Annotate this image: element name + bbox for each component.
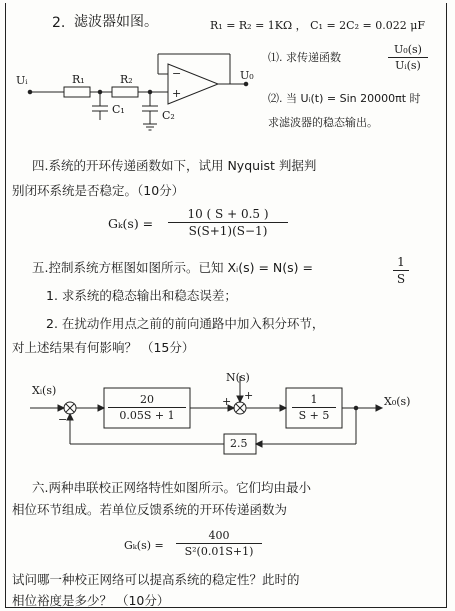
opamp-plus-label: + (172, 87, 182, 100)
g1-num: 20 (140, 393, 154, 406)
block-input-label: Xᵢ(s) (32, 384, 57, 397)
q4-line1: 四.系统的开环传递函数如下，试用 Nyquist 判据判 (32, 158, 317, 173)
q5-frac-den: S (396, 272, 406, 286)
q6-frac-den: S²(0.01S+1) (184, 545, 254, 558)
circuit-c2-label: C₂ (162, 109, 175, 122)
circuit-ui-label: Uᵢ (16, 74, 28, 87)
disturbance-label: N(s) (226, 371, 250, 384)
circuit-c1-label: C₁ (112, 103, 125, 116)
q6-frac-bar (176, 543, 262, 544)
q2-title: 滤波器如图。 (74, 14, 158, 30)
q5-sub2: 2. 在扰动作用点之前的前向通路中加入积分环节， (46, 316, 325, 331)
g2-den: S + 5 (298, 409, 330, 422)
q5-line1: 五.控制系统方框图如图所示。已知 Xᵢ(s) = N(s) = (32, 260, 313, 275)
g1-fraction (108, 394, 186, 421)
q2-params: R₁ = R₂ = 1KΩ ， C₁ = 2C₂ = 0.022 μF (210, 19, 425, 32)
q2-sub1: ⑴. 求传递函数 (268, 51, 341, 64)
q4-frac-den: S(S+1)(S−1) (188, 224, 268, 238)
q5-sub1: 1. 求系统的稳态输出和稳态误差； (46, 288, 237, 303)
q5-frac-num: 1 (397, 255, 405, 269)
circuit-uo-label: U₀ (240, 69, 254, 82)
q5-sub2-cont: 对上述结果有何影响？ （15分） (12, 340, 195, 355)
q4-line2: 别闭环系统是否稳定。（10分） (12, 183, 185, 198)
q6-line4: 相位裕度是多少？ （10分） (12, 593, 170, 608)
q6-line2: 相位环节组成。若单位反馈系统的开环传递函数为 (12, 502, 288, 517)
q6-gk-lhs: Gₖ(s) = (124, 539, 164, 552)
q2-sub2-cont: 求滤波器的稳态输出。 (268, 116, 378, 129)
g1-bar (108, 407, 186, 408)
q2-frac-num: U₀(s) (394, 43, 422, 56)
feedback-gain-label: 2.5 (230, 437, 248, 450)
q2-sub2: ⑵. 当 Uᵢ(t) = Sin 20000πt 时 (268, 92, 421, 105)
q4-frac-num: 10 ( S + 0.5 ) (187, 207, 269, 221)
sum1-minus-sign: − (58, 413, 68, 426)
g2-bar (292, 407, 336, 408)
q6-fraction (176, 530, 262, 557)
sum2-plus-left: + (222, 395, 232, 408)
sum2-plus-top: + (244, 389, 254, 402)
opamp-minus-label: − (172, 67, 182, 80)
q4-gk-lhs: Gₖ(s) = (108, 216, 154, 231)
block-output-label: X₀(s) (384, 395, 411, 408)
q6-line3: 试问哪一种校正网络可以提高系统的稳定性？此时的 (12, 572, 300, 587)
g1-den: 0.05S + 1 (119, 409, 175, 422)
g2-fraction (292, 394, 336, 421)
q6-line1: 六.两种串联校正网络特性如图所示。它们均由最小 (32, 480, 311, 495)
q6-frac-num: 400 (208, 529, 230, 542)
circuit-r1-label: R₁ (72, 73, 85, 86)
circuit-r2-label: R₂ (120, 73, 133, 86)
g2-num: 1 (310, 393, 318, 406)
q2-frac-den: Uᵢ(s) (395, 59, 421, 72)
q2-number: 2. (52, 15, 66, 31)
